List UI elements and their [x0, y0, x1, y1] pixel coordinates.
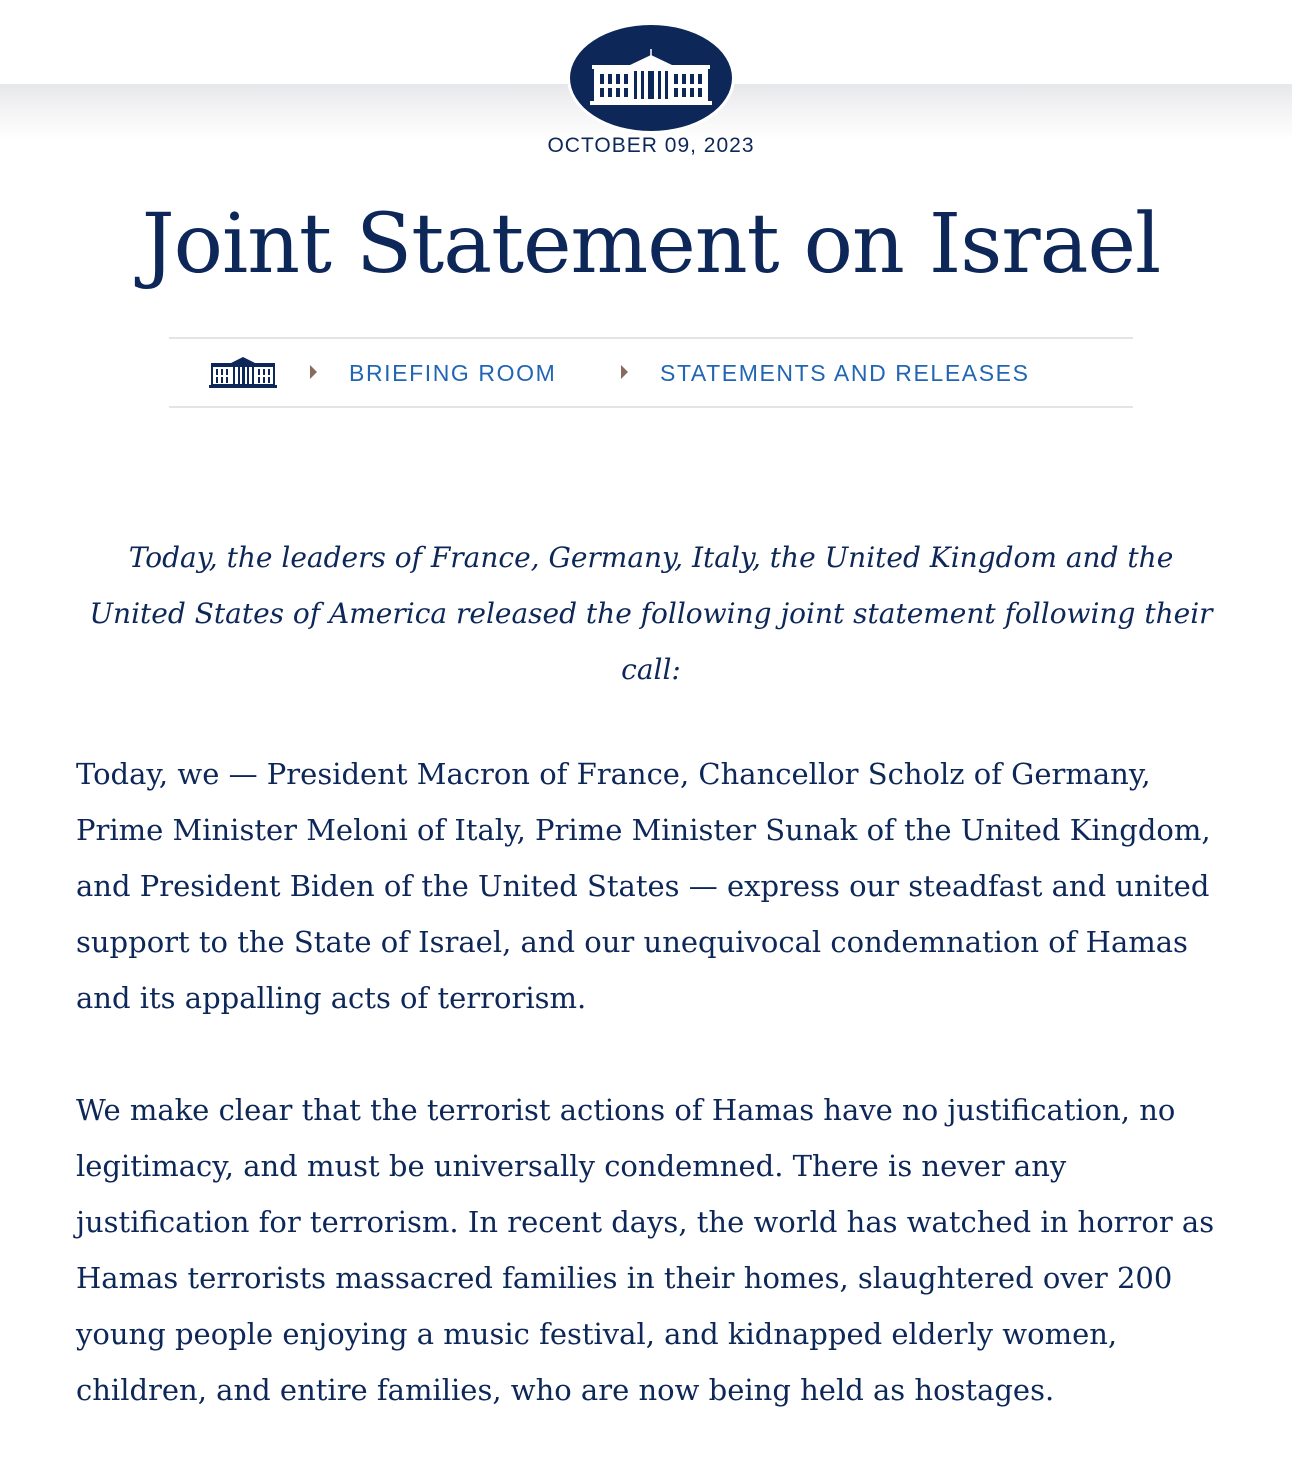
body-paragraph: Today, we — President Macron of France, Chancellor Scholz of Germany, Prime Minister Meloni of Italy, Prime Minister Sunak of the United Kingdom, and President Biden of the United States — express our steadfast and united support to the State of Israel, and our unequivocal condemnation of Hamas and its appalling acts of terrorism. [76, 757, 1211, 1015]
chevron-right-icon [310, 365, 317, 379]
breadcrumb-statements-and-releases[interactable]: STATEMENTS AND RELEASES [660, 360, 1030, 386]
white-house-seal-icon[interactable] [567, 22, 735, 134]
page-title: Joint Statement on Israel [141, 197, 1161, 292]
chevron-right-icon [621, 365, 628, 379]
body-paragraph: We make clear that the terrorist actions of Hamas have no justification, no legitimacy, and must be universally condemned. There is never any justification for terrorism. In recent days, the world has watched in horror as Hamas terrorists massacred families in their homes, slaughtered over 200 young people enjoying a music festival, and kidnapped elderly women, children, and entire families, who are now being held as hostages. [76, 1093, 1215, 1407]
publish-date: OCTOBER 09, 2023 [547, 134, 755, 157]
intro-paragraph: Today, the leaders of France, Germany, Italy, the United Kingdom and the United States of America released the following joint statement following their call: [89, 541, 1213, 686]
white-house-icon[interactable] [209, 355, 277, 389]
white-house-building-icon [586, 47, 716, 109]
breadcrumb-briefing-room[interactable]: BRIEFING ROOM [349, 360, 557, 386]
breadcrumb [169, 337, 1133, 408]
